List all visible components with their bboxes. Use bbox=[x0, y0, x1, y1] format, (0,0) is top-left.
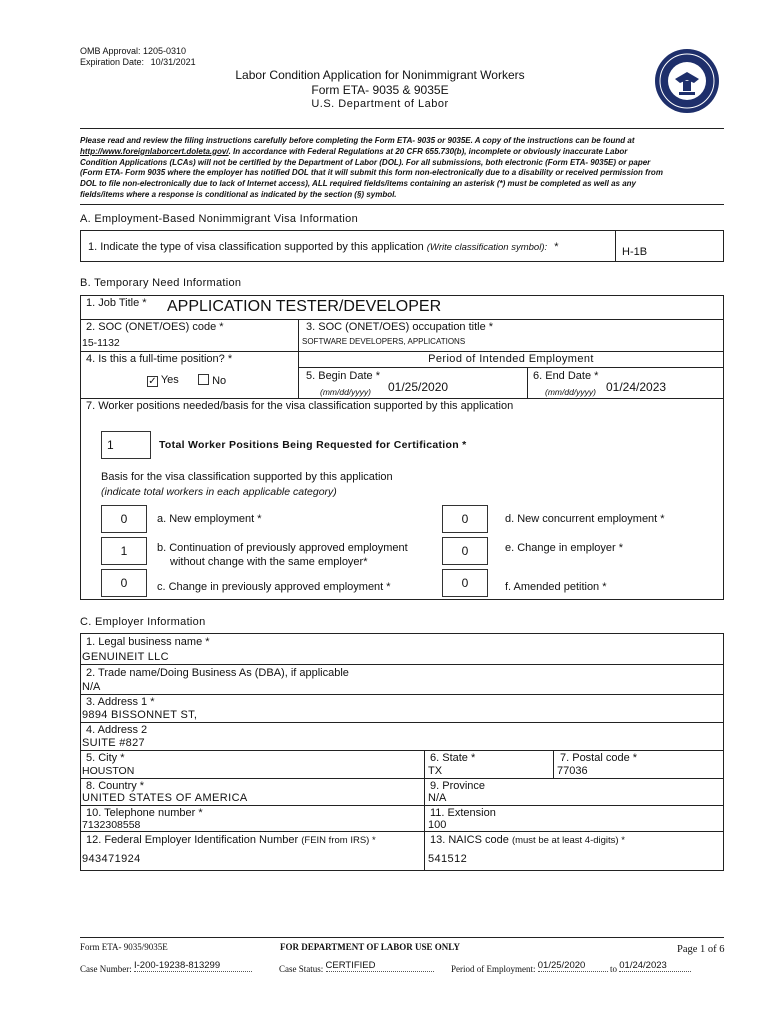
expiration-date bbox=[80, 57, 196, 67]
section-c-title: C. Employer Information bbox=[80, 616, 206, 628]
continuation-input[interactable]: 1 bbox=[101, 537, 147, 565]
case-number-label: Case Number: bbox=[80, 964, 132, 974]
begin-date-hint: (mm/dd/yyyy) bbox=[320, 387, 371, 397]
extension-value[interactable]: 100 bbox=[428, 819, 447, 831]
required-star: * bbox=[554, 241, 559, 253]
legal-name-value[interactable]: GENUINEIT LLC bbox=[82, 651, 169, 663]
amended-petition-label: f. Amended petition * bbox=[505, 581, 607, 593]
period-label: Period of Employment: bbox=[451, 964, 536, 974]
period-from-value[interactable]: 01/25/2020 bbox=[538, 960, 608, 972]
change-approved-label: c. Change in previously approved employment * bbox=[157, 581, 391, 593]
instructions-line: DOL to file non-electronically due to lack of Internet access), ALL required fields/items containing an asterisk (*) must be completed as well as any bbox=[80, 179, 636, 189]
province-label: 9. Province bbox=[430, 780, 486, 792]
dba-label: 2. Trade name/Doing Business As (DBA), if applicable bbox=[86, 667, 349, 679]
case-status-value[interactable]: CERTIFIED bbox=[326, 960, 434, 972]
instructions-line: Please read and review the filing instructions carefully before completing the Form ETA- 9035 or 9035E. A copy of the instructions can be found at bbox=[80, 136, 635, 145]
footer-page-number: Page 1 of 6 bbox=[677, 944, 725, 955]
new-employment-input[interactable]: 0 bbox=[101, 505, 147, 533]
province-value[interactable]: N/A bbox=[428, 792, 447, 804]
concurrent-employment-input[interactable]: 0 bbox=[442, 505, 488, 533]
state-label: 6. State * bbox=[430, 752, 476, 764]
continuation-label-2: without change with the same employer* bbox=[170, 556, 368, 568]
continuation-label: b. Continuation of previously approved employment bbox=[157, 542, 408, 554]
new-employment-label: a. New employment * bbox=[157, 513, 262, 525]
fein-hint: (FEIN from IRS) * bbox=[301, 835, 376, 846]
form-title: Labor Condition Application for Nonimmigrant Workers bbox=[235, 68, 525, 82]
expiration-value: 10/31/2021 bbox=[150, 57, 196, 67]
instructions-text: . In accordance with Federal Regulations at 20 CFR 655.730(b), incomplete or obviously inaccurate Labor bbox=[228, 146, 628, 156]
visa-classification-question bbox=[88, 241, 558, 253]
fein-value[interactable]: 943471924 bbox=[82, 853, 141, 865]
soc-code-label: 2. SOC (ONET/OES) code * bbox=[86, 321, 224, 333]
end-date-hint: (mm/dd/yyyy) bbox=[545, 387, 596, 397]
footer-dol-use: FOR DEPARTMENT OF LABOR USE ONLY bbox=[280, 942, 460, 952]
soc-code-value[interactable]: 15-1132 bbox=[82, 337, 120, 349]
section-a-title: A. Employment-Based Nonimmigrant Visa Information bbox=[80, 213, 358, 225]
postal-code-value[interactable]: 77036 bbox=[557, 765, 588, 777]
no-label: No bbox=[212, 375, 227, 387]
country-label: 8. Country * bbox=[86, 780, 145, 792]
soc-title-value[interactable]: SOFTWARE DEVELOPERS, APPLICATIONS bbox=[302, 337, 466, 346]
postal-code-label: 7. Postal code * bbox=[560, 752, 638, 764]
soc-title-label: 3. SOC (ONET/OES) occupation title * bbox=[306, 321, 494, 333]
yes-label: Yes bbox=[160, 374, 179, 386]
country-value[interactable]: UNITED STATES OF AMERICA bbox=[82, 792, 248, 804]
total-positions-label: Total Worker Positions Being Requested for Certification * bbox=[159, 439, 467, 451]
begin-date-value[interactable]: 01/25/2020 bbox=[388, 380, 449, 394]
dol-seal-icon bbox=[654, 48, 720, 114]
period-to-value[interactable]: 01/24/2023 bbox=[619, 960, 691, 972]
instructions-line: (Form ETA- Form 9035 where the employer has notified DOL that it will submit this form non-electronically due to a disability or received permission from bbox=[80, 168, 663, 178]
instructions-link[interactable]: http://www.foreignlaborcert.doleta.gov/ bbox=[80, 146, 229, 156]
total-positions-input[interactable]: 1 bbox=[101, 431, 151, 459]
instructions-line bbox=[80, 147, 725, 158]
address1-label: 3. Address 1 * bbox=[86, 696, 155, 708]
change-approved-input[interactable]: 0 bbox=[101, 569, 147, 597]
footer-form-number: Form ETA- 9035/9035E bbox=[80, 942, 168, 952]
naics-label: 13. NAICS code bbox=[430, 834, 509, 846]
telephone-label: 10. Telephone number * bbox=[86, 807, 203, 819]
amended-petition-input[interactable]: 0 bbox=[442, 569, 488, 597]
fulltime-yes-option[interactable] bbox=[147, 374, 179, 387]
basis-label: Basis for the visa classification supported by this application bbox=[101, 471, 393, 483]
address2-label: 4. Address 2 bbox=[86, 724, 148, 736]
naics-question bbox=[430, 834, 625, 846]
fein-label: 12. Federal Employer Identification Number bbox=[86, 834, 299, 846]
period-of-employment-header: Period of Intended Employment bbox=[428, 353, 594, 365]
fein-question bbox=[86, 834, 376, 846]
fulltime-no-option[interactable] bbox=[198, 374, 226, 387]
job-title-label: 1. Job Title * bbox=[86, 297, 147, 309]
yes-checkbox[interactable]: ✓ bbox=[148, 376, 157, 387]
city-value[interactable]: HOUSTON bbox=[82, 765, 135, 777]
omb-approval: OMB Approval: 1205-0310 bbox=[80, 46, 187, 56]
visa-classification-value[interactable]: H-1B bbox=[622, 246, 648, 258]
dba-value[interactable]: N/A bbox=[82, 681, 101, 693]
case-number-value[interactable]: I-200-19238-813299 bbox=[134, 960, 252, 972]
address1-value[interactable]: 9894 BISSONNET ST, bbox=[82, 709, 198, 721]
section-b-title: B. Temporary Need Information bbox=[80, 277, 242, 289]
legal-name-label: 1. Legal business name * bbox=[86, 636, 210, 648]
department-name: U.S. Department of Labor bbox=[311, 98, 449, 110]
change-employer-input[interactable]: 0 bbox=[442, 537, 488, 565]
state-value[interactable]: TX bbox=[428, 765, 443, 777]
begin-date-label: 5. Begin Date * bbox=[306, 370, 380, 382]
end-date-value[interactable]: 01/24/2023 bbox=[606, 380, 667, 394]
no-checkbox[interactable] bbox=[198, 374, 209, 385]
footer-case-number bbox=[80, 960, 252, 976]
address2-value[interactable]: SUITE #827 bbox=[82, 737, 145, 749]
visa-classification-hint: (Write classification symbol): bbox=[426, 242, 548, 253]
footer-period bbox=[451, 960, 691, 976]
worker-positions-question: 7. Worker positions needed/basis for the visa classification supported by this application bbox=[86, 400, 514, 412]
job-title-value[interactable]: APPLICATION TESTER/DEVELOPER bbox=[167, 298, 442, 315]
city-label: 5. City * bbox=[86, 752, 125, 764]
concurrent-employment-label: d. New concurrent employment * bbox=[505, 513, 665, 525]
naics-value[interactable]: 541512 bbox=[428, 853, 468, 865]
extension-label: 11. Extension bbox=[430, 807, 496, 819]
basis-hint: (indicate total workers in each applicable category) bbox=[101, 486, 337, 498]
telephone-value[interactable]: 7132308558 bbox=[82, 819, 141, 831]
expiration-label: Expiration Date: bbox=[80, 57, 145, 67]
naics-hint: (must be at least 4-digits) * bbox=[511, 835, 625, 846]
period-to-label: to bbox=[610, 964, 618, 974]
form-number: Form ETA- 9035 & 9035E bbox=[311, 83, 449, 97]
fulltime-label: 4. Is this a full-time position? * bbox=[86, 353, 233, 365]
instructions-line: Condition Applications (LCAs) will not be certified by the Department of Labor (DOL). For all submissions, both electronic (Form ETA- 9035E) or paper bbox=[80, 157, 651, 167]
change-employer-label: e. Change in employer * bbox=[505, 542, 624, 554]
end-date-label: 6. End Date * bbox=[533, 370, 599, 382]
case-status-label: Case Status: bbox=[279, 964, 324, 974]
instructions bbox=[80, 136, 725, 201]
instructions-line: fields/items where a response is conditional as indicated by the section (§) symbol. bbox=[80, 189, 397, 199]
footer-case-status bbox=[279, 960, 434, 976]
visa-classification-label: 1. Indicate the type of visa classification supported by this application bbox=[88, 241, 424, 253]
